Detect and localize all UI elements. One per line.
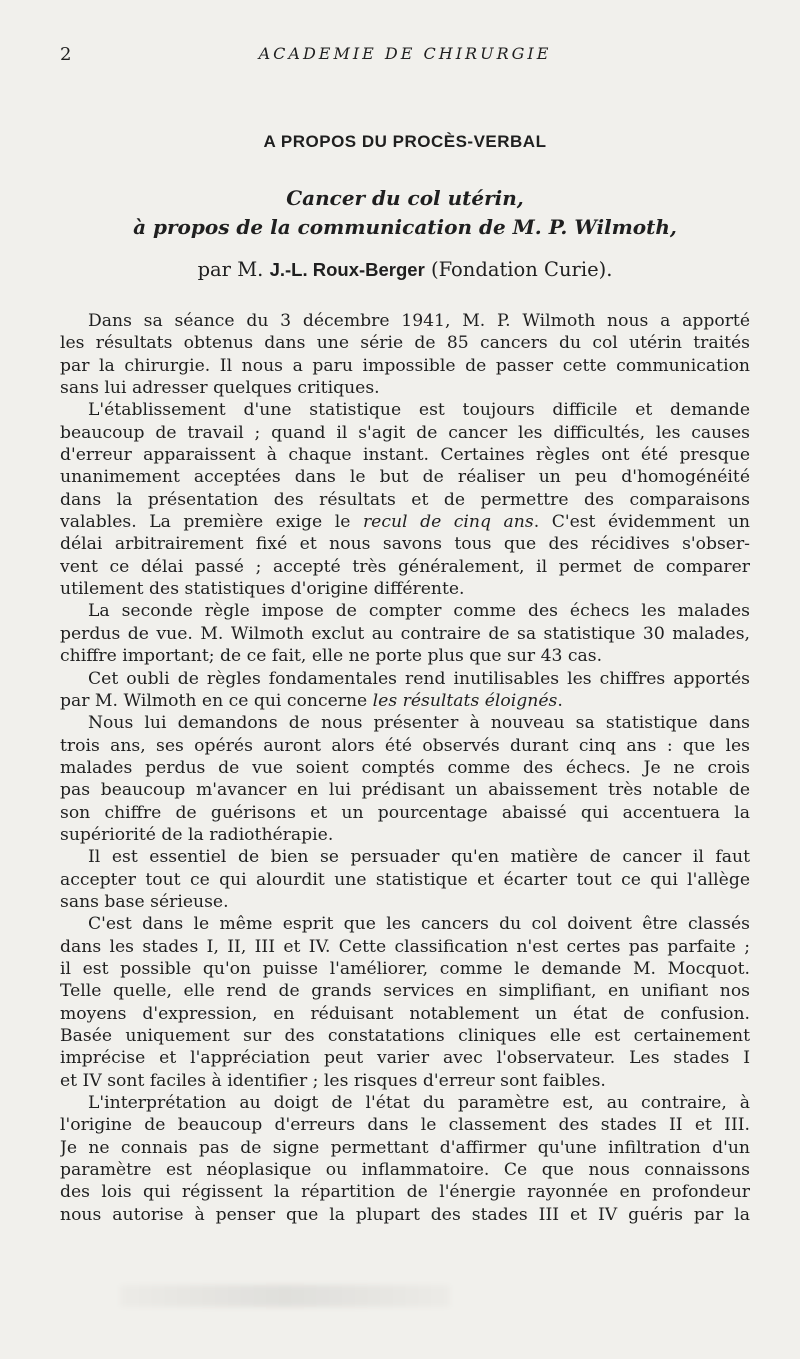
text-segment: La seconde règle impose de compter comme des échecs les malades [88,601,750,622]
bleed-through-smudge [120,1285,450,1307]
text-segment: des lois qui régissent la répartition de l'énergie rayonnée en profondeur [60,1182,750,1203]
byline-author: J.-L. Roux-Berger [269,259,425,280]
text-segment: . C'est évidemment un [533,512,750,533]
text-line [60,690,750,712]
text-segment: pas beaucoup m'avancer en lui prédisant un abaissement très notable de [60,780,750,801]
text-line [60,578,750,600]
text-line [60,980,750,1002]
text-line [60,466,750,488]
text-segment: l'origine de beaucoup d'erreurs dans le classement des stades II et III. [60,1115,750,1136]
text-line [60,1159,750,1181]
byline-affiliation: (Fondation Curie). [430,258,613,281]
text-line [60,444,750,466]
text-segment: beaucoup de travail ; quand il s'agit de cancer les difficultés, les causes [60,422,750,443]
text-line [60,802,750,824]
text-line [60,422,750,444]
text-line [60,377,750,399]
text-segment: d'erreur apparaissent à chaque instant. Certaines règles ont été presque [60,445,750,466]
text-line [60,1137,750,1159]
text-line [60,645,750,667]
text-segment: perdus de vue. M. Wilmoth exclut au contraire de sa statistique 30 malades, [60,623,750,644]
text-segment: son chiffre de guérisons et un pourcentage abaissé qui accentuera la [60,802,750,823]
text-line [60,712,750,734]
text-segment: Je ne connais pas de signe permettant d'affirmer qu'une infiltration d'un [60,1137,750,1158]
page-number: 2 [60,44,72,65]
byline-prefix: par M. [197,258,264,281]
text-line [60,332,750,354]
text-line [60,1003,750,1025]
text-line [60,623,750,645]
text-segment: les résultats obtenus dans une série de 85 cancers du col utérin traités [60,333,750,354]
text-segment: par M. Wilmoth en ce qui concerne [60,690,373,711]
text-segment: paramètre est néoplasique ou inflammatoire. Ce que nous connaissons [60,1160,750,1181]
italic-phrase: les résultats éloignés [372,690,558,711]
text-segment: dans les stades I, II, III et IV. Cette classification n'est certes pas parfaite ; [60,936,750,957]
italic-phrase: recul de cinq ans [362,512,534,533]
running-head [60,44,750,70]
text-segment: C'est dans le même esprit que les cancers du col doivent être classés [88,914,750,935]
article-title-line-2: à propos de la communication de M. P. Wilmoth, [133,215,677,239]
text-line [60,869,750,891]
text-segment: il est possible qu'on puisse l'améliorer, comme le demande M. Mocquot. [60,958,750,979]
text-line [60,668,750,690]
article-title [60,184,750,242]
text-segment: valables. La première exige le [60,512,363,533]
text-segment: vent ce délai passé ; accepté très généralement, il permet de comparer [60,556,750,577]
text-segment: Cet oubli de règles fondamentales rend inutilisables les chiffres apportés [88,668,750,689]
text-segment: L'interprétation au doigt de l'état du paramètre est, au contraire, à [88,1093,750,1114]
text-line [60,735,750,757]
text-segment: imprécise et l'appréciation peut varier avec l'observateur. Les stades I [60,1048,750,1069]
text-line [60,891,750,913]
text-line [60,1181,750,1203]
text-line [60,824,750,846]
text-line [60,1047,750,1069]
text-segment: Nous lui demandons de nous présenter à nouveau sa statistique dans [88,713,750,734]
text-line [60,1114,750,1136]
text-segment: L'établissement d'une statistique est toujours difficile et demande [88,400,750,421]
text-line [60,936,750,958]
article-title-line-1: Cancer du col utérin, [286,186,524,210]
text-line [60,556,750,578]
text-segment: Il est essentiel de bien se persuader qu'en matière de cancer il faut [88,847,750,868]
text-line [60,399,750,421]
text-line [60,846,750,868]
text-segment: trois ans, ses opérés auront alors été observés durant cinq ans : que les [60,735,750,756]
text-segment: utilement des statistiques d'origine différente. [60,579,465,600]
text-segment: sans base sérieuse. [60,891,229,912]
text-segment: et IV sont faciles à identifier ; les risques d'erreur sont faibles. [60,1070,606,1091]
text-segment: par la chirurgie. Il nous a paru impossible de passer cette communication [60,355,750,376]
text-line [60,913,750,935]
text-segment: accepter tout ce qui alourdit une statistique et écarter tout ce qui l'allège [60,869,750,890]
text-segment: délai arbitrairement fixé et nous savons tous que des récidives s'obser- [60,534,750,555]
text-line [60,1025,750,1047]
document-page [60,0,750,1359]
byline [60,258,750,281]
text-line [60,310,750,332]
text-line [60,355,750,377]
text-line [60,1070,750,1092]
text-segment: Dans sa séance du 3 décembre 1941, M. P. Wilmoth nous a apporté [88,311,750,331]
text-segment: chiffre important; de ce fait, elle ne porte plus que sur 43 cas. [60,646,603,667]
text-line [60,489,750,511]
text-line [60,757,750,779]
text-segment: Basée uniquement sur des constatations cliniques elle est certainement [60,1026,750,1046]
text-line [60,511,750,533]
text-segment: unanimement acceptées dans le but de réaliser un peu d'homogénéité [60,467,750,488]
journal-name: ACADEMIE DE CHIRURGIE [258,44,552,63]
text-line [60,1204,750,1226]
text-segment: . [557,690,563,711]
text-segment: sans lui adresser quelques critiques. [60,378,380,399]
text-line [60,533,750,555]
text-segment: dans la présentation des résultats et de permettre des comparaisons [60,489,750,510]
text-line [60,958,750,980]
text-line [60,600,750,622]
text-segment: Telle quelle, elle rend de grands services en simplifiant, en unifiant nos [60,981,750,1002]
text-segment: supériorité de la radiothérapie. [60,824,334,845]
text-line [60,1092,750,1114]
text-segment: moyens d'expression, en réduisant notablement un état de confusion. [60,1003,750,1024]
text-segment: nous autorise à penser que la plupart des stades III et IV guéris par la [60,1204,750,1225]
body-text [60,310,750,1226]
section-heading: A PROPOS DU PROCÈS-VERBAL [263,132,547,151]
text-line [60,779,750,801]
text-segment: malades perdus de vue soient comptés comme des échecs. Je ne crois [60,757,750,778]
